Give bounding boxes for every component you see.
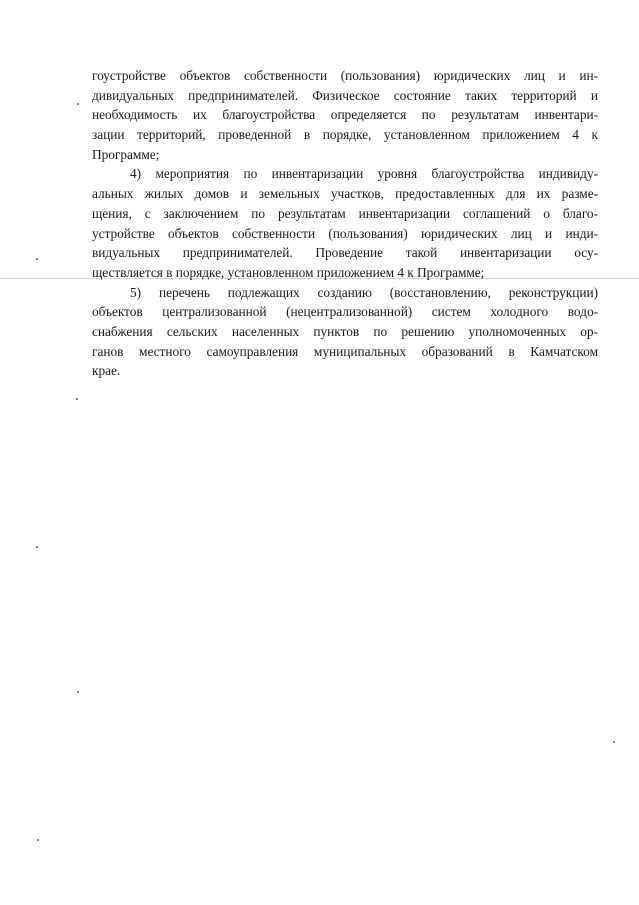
text-line: видуальных предпринимателей. Проведение такой инвентаризации осу-: [92, 245, 598, 261]
body-text: [92, 66, 598, 381]
text-line: устройстве объектов собственности (пользования) юридических лиц и инди-: [92, 225, 598, 241]
text-line: щения, с заключением по результатам инвентаризации соглашений о благо-: [92, 205, 598, 221]
scan-speck: [77, 103, 79, 105]
text-line: альных жилых домов и земельных участков, предоставленных для их разме-: [92, 186, 598, 202]
text-line: крае.: [92, 363, 121, 379]
text-line: зации территорий, проведенной в порядке, установленном приложением 4 к: [92, 127, 598, 143]
paragraph-start-line: 4) мероприятия по инвентаризации уровня благоустройства индивиду-: [130, 166, 598, 182]
text-line: дивидуальных предпринимателей. Физическое состояние таких территорий и: [92, 87, 598, 103]
text-line: объектов централизованной (нецентрализованной) систем холодного водо-: [92, 304, 598, 320]
scan-speck: [76, 398, 78, 400]
paragraph-start-line: 5) перечень подлежащих созданию (восстановлению, реконструкции): [130, 284, 598, 300]
scan-speck: [36, 258, 38, 260]
scan-speck: [77, 691, 79, 693]
text-line: ганов местного самоуправления муниципальных образований в Камчатском: [92, 343, 598, 359]
scan-speck: [613, 741, 615, 743]
scan-speck: [37, 839, 39, 841]
text-line: гоустройстве объектов собственности (пользования) юридических лиц и ин-: [92, 68, 598, 83]
text-line: снабжения сельских населенных пунктов по решению уполномоченных ор-: [92, 323, 598, 339]
text-line: Программе;: [92, 146, 160, 162]
scan-speck: [36, 546, 38, 548]
text-line: ществляется в порядке, установленном приложением 4 к Программе;: [92, 264, 485, 280]
text-line: необходимость их благоустройства определяется по результатам инвентари-: [92, 107, 598, 123]
